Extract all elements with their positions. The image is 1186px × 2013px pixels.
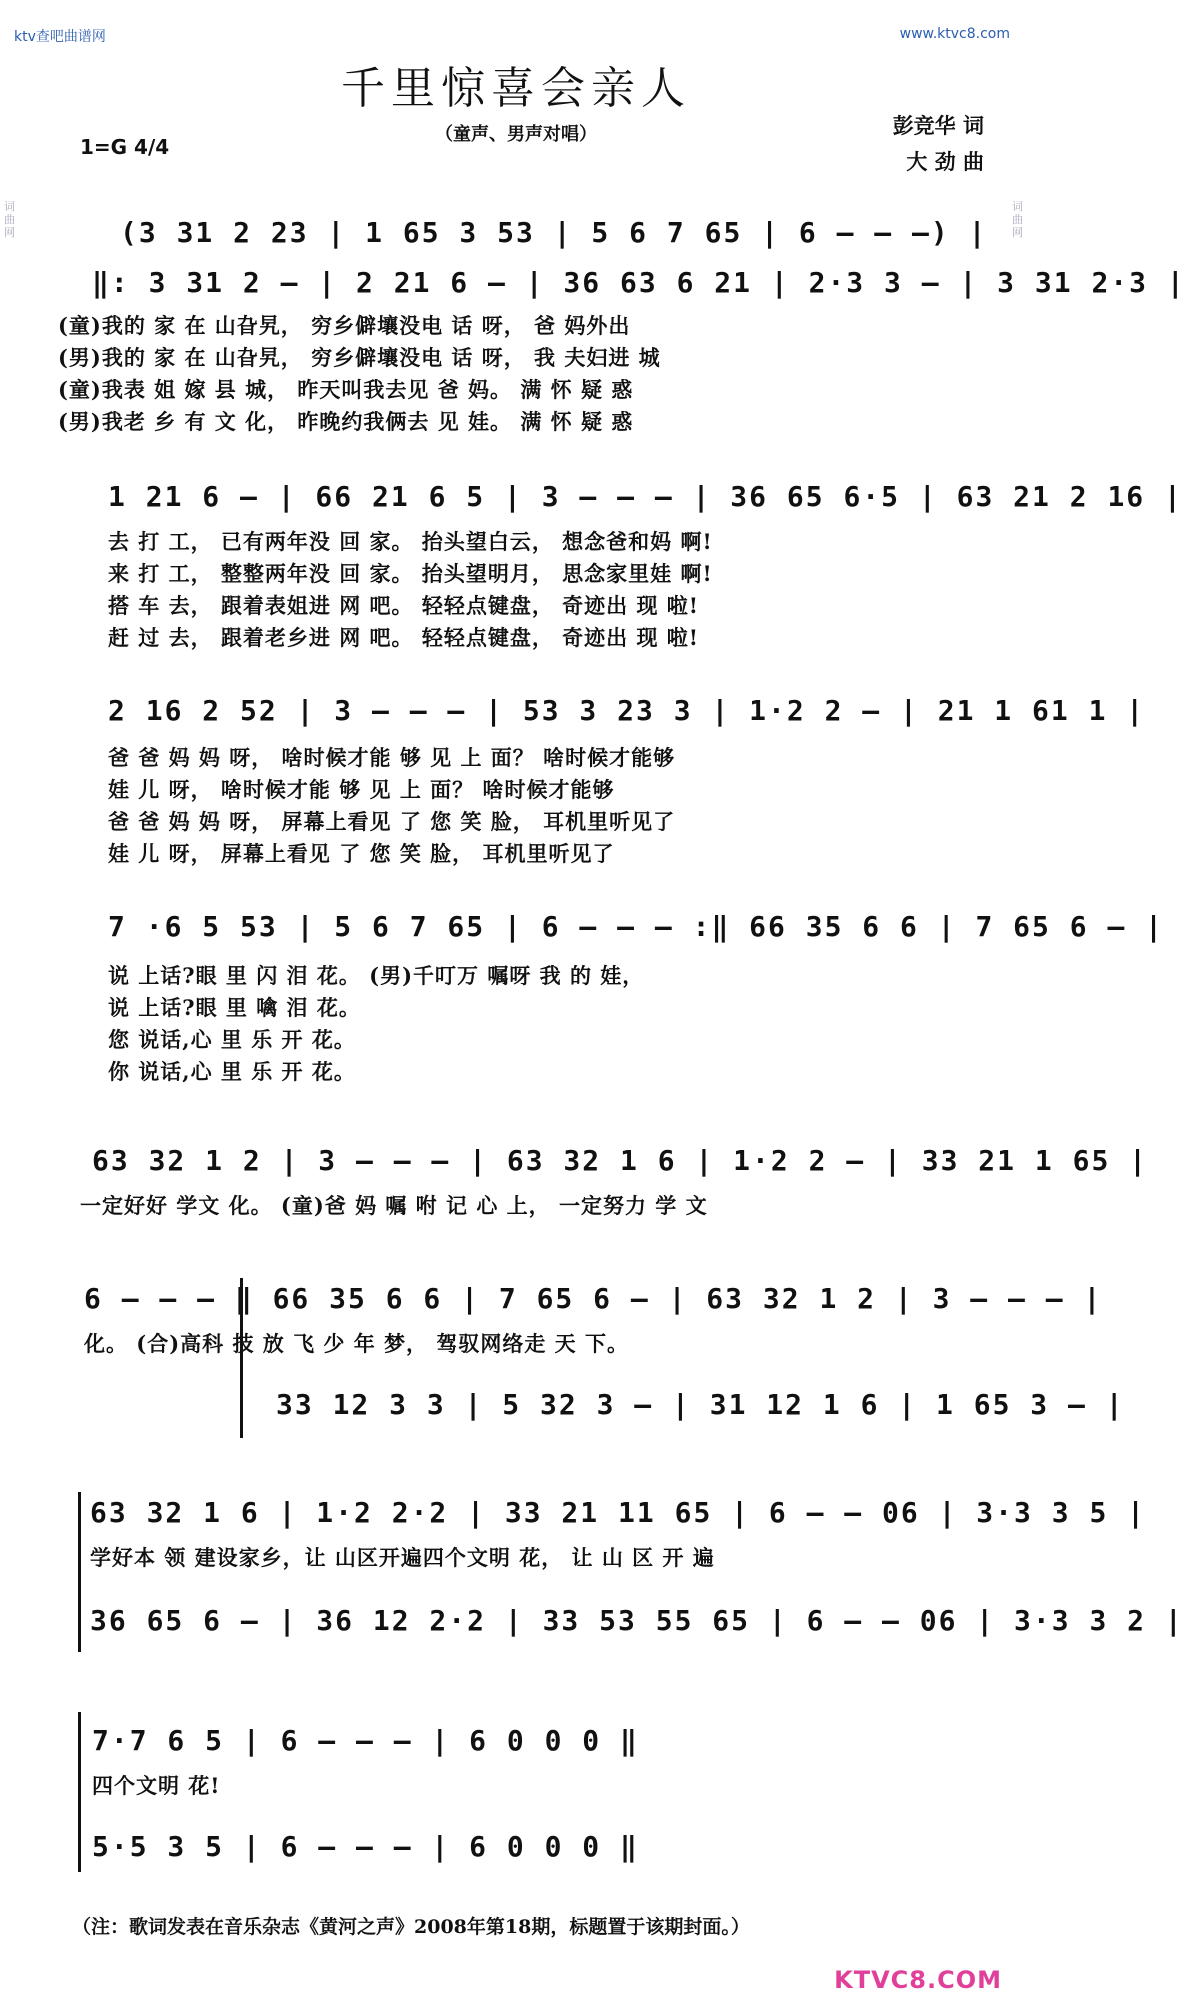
lyric-line-1: 化。 (合)高科 技 放 飞 少 年 梦， 驾驭网络走 天 下。 <box>84 1331 629 1356</box>
notation-line: 7 ·6 5 53 | 5 6 7 65 | 6 — — — :‖ 66 35 6 6 | 7 65 6 — | <box>108 910 1165 943</box>
lyric-line-1: 爸 爸 妈 妈 呀， 啥时候才能 够 见 上 面？ 啥时候才能够 <box>108 745 676 770</box>
notation-line-upper: 63 32 1 6 | 1·2 2·2 | 33 21 11 65 | 6 — — 06 | 3·3 3 5 | <box>90 1496 1147 1529</box>
lyric-line-3: (童)我表 姐 嫁 县 城， 昨天叫我去见 爸 妈。 满 怀 疑 惑 <box>58 377 634 402</box>
watermark-top-right: www.ktvc8.com <box>899 26 1010 42</box>
notation-line: 1 21 6 — | 66 21 6 5 | 3 — — — | 36 65 6·5 | 63 21 2 16 | <box>108 480 1183 513</box>
notation-line: 2 16 2 52 | 3 — — — | 53 3 23 3 | 1·2 2 — | 21 1 61 1 | <box>108 694 1146 727</box>
key-signature: 1=G 4/4 <box>80 135 170 159</box>
lyric-line-4: 娃 儿 呀， 屏幕上看见 了 您 笑 脸， 耳机里听见了 <box>108 841 615 866</box>
lyricist-credit: 彭竞华 词 <box>892 114 984 138</box>
lyric-line-1: (童)我的 家 在 山旮旯， 穷乡僻壤没电 话 呀， 爸 妈外出 <box>58 313 631 338</box>
lyric-line-2: (男)我的 家 在 山旮旯， 穷乡僻壤没电 话 呀， 我 夫妇进 城 <box>58 345 661 370</box>
lyric-line-2: 娃 儿 呀， 啥时候才能 够 见 上 面？ 啥时候才能够 <box>108 777 615 802</box>
side-watermark-right: 词曲网 <box>1012 200 1023 239</box>
lyric-line-3: 您 说话,心 里 乐 开 花。 <box>108 1027 356 1052</box>
notation-line-lower: 33 12 3 3 | 5 32 3 — | 31 12 1 6 | 1 65 3 — | <box>276 1388 1125 1421</box>
site-logo: KTVC8.COM <box>834 1966 1002 1994</box>
lyric-line-1: 四个文明 花! <box>92 1773 221 1798</box>
song-title: 千里惊喜会亲人 <box>341 63 691 114</box>
brace-line <box>78 1492 81 1652</box>
lyric-line-1: 学好本 领 建设家乡，让 山区开遍四个文明 花， 让 山 区 开 遍 <box>90 1545 715 1570</box>
lyric-line-4: 赶 过 去， 跟着老乡进 网 吧。 轻轻点键盘， 奇迹出 现 啦! <box>108 625 700 650</box>
notation-line-upper: 6 — — — ‖ 66 35 6 6 | 7 65 6 — | 63 32 1 2 | 3 — — — | <box>84 1282 1103 1315</box>
notation-line: (3 31 2 23 | 1 65 3 53 | 5 6 7 65 | 6 — — —) | <box>120 216 988 249</box>
lyric-line-4: 你 说话,心 里 乐 开 花。 <box>108 1059 356 1084</box>
lyric-line-3: 搭 车 去， 跟着表姐进 网 吧。 轻轻点键盘， 奇迹出 现 啦! <box>108 593 700 618</box>
notation-line-upper: 7·7 6 5 | 6 — — — | 6 0 0 0 ‖ <box>92 1724 639 1757</box>
lyric-line-4: (男)我老 乡 有 文 化， 昨晚约我俩去 见 娃。 满 怀 疑 惑 <box>58 409 634 434</box>
footnote: （注：歌词发表在音乐杂志《黄河之声》2008年第18期，标题置于该期封面。） <box>72 1916 750 1938</box>
lyric-line-3: 爸 爸 妈 妈 呀， 屏幕上看见 了 您 笑 脸， 耳机里听见了 <box>108 809 676 834</box>
notation-line-lower: 36 65 6 — | 36 12 2·2 | 33 53 55 65 | 6 — — 06 | 3·3 3 2 | <box>90 1604 1184 1637</box>
lyric-line-2: 来 打 工， 整整两年没 回 家。 抬头望明月， 思念家里娃 啊! <box>108 561 713 586</box>
composer-credit: 大 劲 曲 <box>906 150 984 174</box>
notation-line: 63 32 1 2 | 3 — — — | 63 32 1 6 | 1·2 2 — | 33 21 1 65 | <box>92 1144 1149 1177</box>
lyric-line-1: 去 打 工， 已有两年没 回 家。 抬头望白云， 想念爸和妈 啊! <box>108 529 713 554</box>
lyric-line-1: 说 上话?眼 里 闪 泪 花。 (男)千叮万 嘱呀 我 的 娃， <box>108 963 645 988</box>
notation-line-lower: 5·5 3 5 | 6 — — — | 6 0 0 0 ‖ <box>92 1830 639 1863</box>
watermark-top-left: ktv查吧曲谱网 <box>14 29 106 45</box>
brace-line <box>78 1712 81 1872</box>
side-watermark-left: 词曲网 <box>4 200 15 239</box>
lyric-line-1: 一定好好 学文 化。 (童)爸 妈 嘱 咐 记 心 上， 一定努力 学 文 <box>80 1193 708 1218</box>
lyric-line-2: 说 上话?眼 里 噙 泪 花。 <box>108 995 361 1020</box>
notation-line: ‖: 3 31 2 — | 2 21 6 — | 36 63 6 21 | 2·3 3 — | 3 31 2·3 | <box>92 266 1186 299</box>
song-subtitle: （童声、男声对唱） <box>435 124 597 145</box>
